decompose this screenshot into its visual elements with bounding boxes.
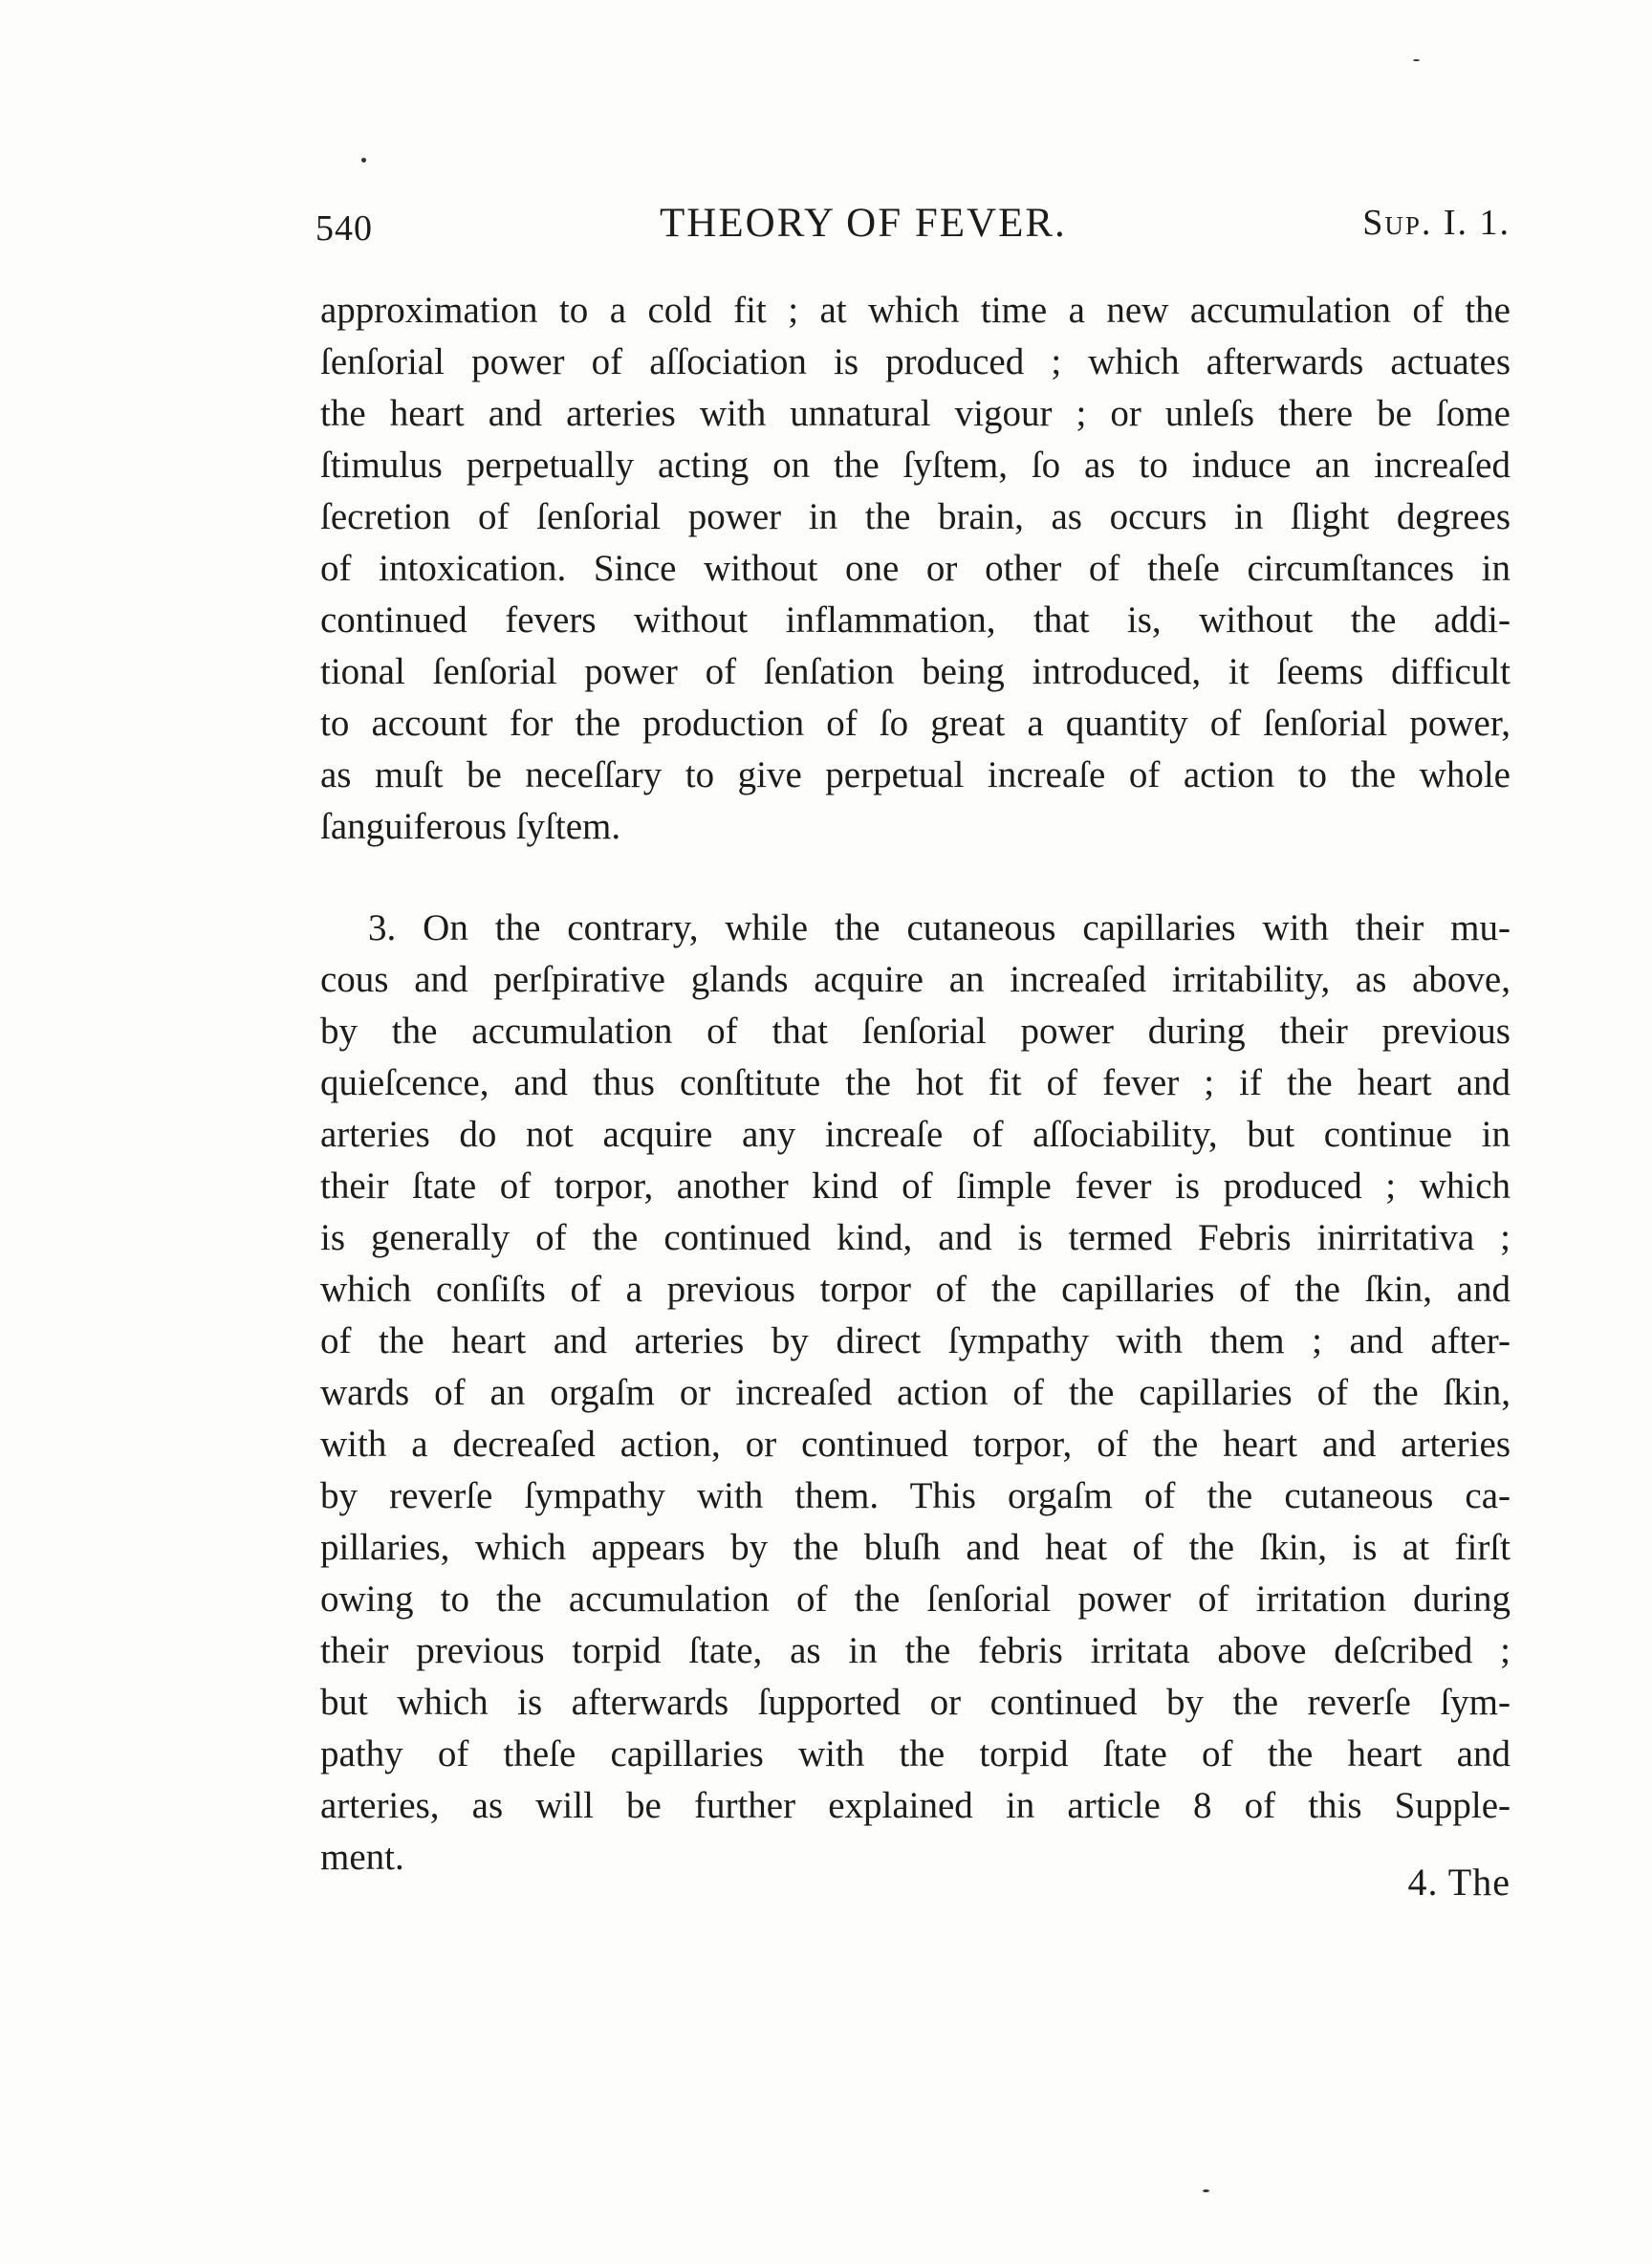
text-line: arteries do not acquire any increaſe of aſſociability, but continue in	[320, 1114, 1511, 1155]
text-line: the heart and arteries with unnatural vigour ; or unleſs there be ſome	[320, 393, 1511, 434]
ink-speck	[1203, 2189, 1209, 2192]
text-line: owing to the accumulation of the ſenſorial power of irritation during	[320, 1578, 1511, 1620]
text-line: ſenſorial power of aſſociation is produced ; which afterwards actuates	[320, 341, 1511, 382]
catchword: 4. The	[1407, 1861, 1511, 1904]
text-line: arteries, as will be further explained in article 8 of this Supple-	[320, 1785, 1511, 1826]
text-line: which conſiſts of a previous torpor of the capillaries of the ſkin, and	[320, 1269, 1511, 1310]
section-reference: Sup. I. 1.	[1362, 203, 1511, 243]
text-line: by the accumulation of that ſenſorial power during their previous	[320, 1011, 1511, 1052]
text-line: ſanguiferous ſyſtem.	[320, 806, 621, 847]
text-line: to account for the production of ſo great a quantity of ſenſorial power,	[320, 703, 1511, 744]
running-title: THEORY OF FEVER.	[660, 201, 1067, 246]
text-line: is generally of the continued kind, and is termed Febris inirritativa ;	[320, 1217, 1511, 1258]
text-line: ſecretion of ſenſorial power in the brain, as occurs in ſlight degrees	[320, 496, 1511, 537]
text-line: 3. On the contrary, while the cutaneous capillaries with their mu-	[368, 907, 1511, 948]
text-line: pillaries, which appears by the bluſh and heat of the ſkin, is at firſt	[320, 1527, 1511, 1568]
text-line: of the heart and arteries by direct ſympathy with them ; and after-	[320, 1320, 1511, 1361]
text-line: as muſt be neceſſary to give perpetual increaſe of action to the whole	[320, 754, 1511, 795]
text-line: ment.	[320, 1837, 404, 1878]
text-line: pathy of theſe capillaries with the torpid ſtate of the heart and	[320, 1733, 1511, 1774]
text-line: with a decreaſed action, or continued torpor, of the heart and arteries	[320, 1424, 1511, 1465]
text-line: tional ſenſorial power of ſenſation being introduced, it ſeems difficult	[320, 651, 1511, 692]
text-line: their ſtate of torpor, another kind of ſimple fever is produced ; which	[320, 1165, 1511, 1207]
text-line: continued fevers without inflammation, that is, without the addi-	[320, 599, 1511, 641]
text-line: ſtimulus perpetually acting on the ſyſtem, ſo as to induce an increaſed	[320, 445, 1511, 486]
ink-speck	[361, 158, 366, 163]
text-line: of intoxication. Since without one or other of theſe circumſtances in	[320, 548, 1511, 589]
ink-speck	[1413, 59, 1420, 61]
text-line: by reverſe ſympathy with them. This orgaſm of the cutaneous ca-	[320, 1475, 1511, 1516]
page-number: 540	[315, 208, 373, 249]
running-header	[315, 196, 1511, 253]
text-line: approximation to a cold fit ; at which time a new accumulation of the	[320, 290, 1511, 331]
text-line: but which is afterwards ſupported or continued by the reverſe ſym-	[320, 1682, 1511, 1723]
paragraph-gap	[320, 853, 1511, 903]
text-line: cous and perſpirative glands acquire an increaſed irritability, as above,	[320, 959, 1511, 1000]
text-line: quieſcence, and thus conſtitute the hot fit of fever ; if the heart and	[320, 1062, 1511, 1103]
paragraph-continuation	[320, 285, 1511, 853]
paragraph-3	[320, 903, 1511, 1883]
text-line: wards of an orgaſm or increaſed action of the capillaries of the ſkin,	[320, 1372, 1511, 1413]
text-line: their previous torpid ſtate, as in the febris irritata above deſcribed ;	[320, 1630, 1511, 1671]
body-text	[320, 285, 1511, 1883]
